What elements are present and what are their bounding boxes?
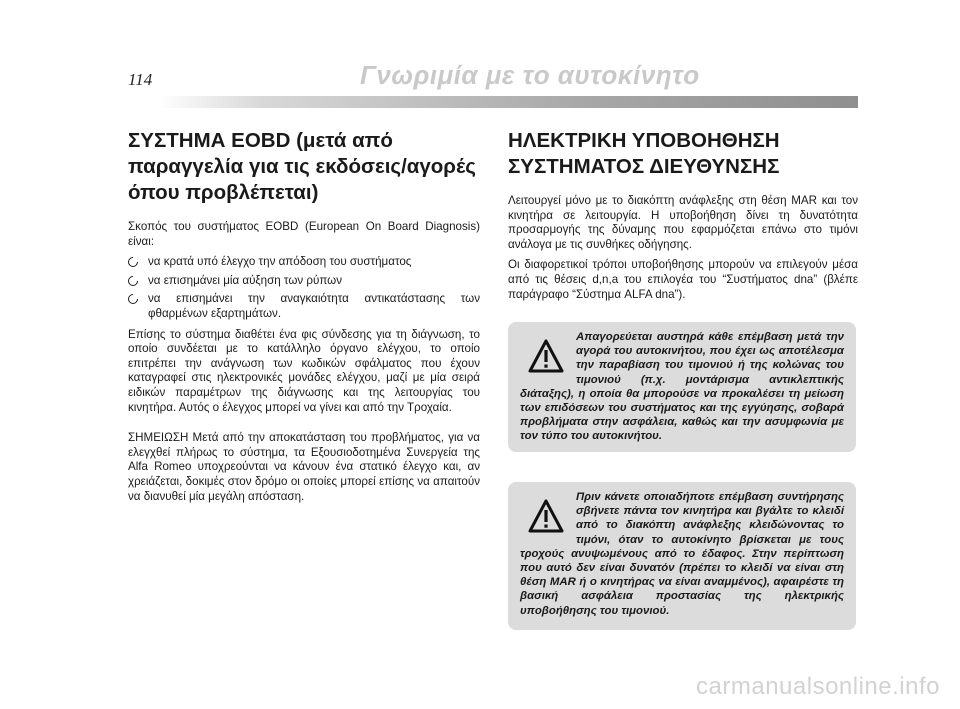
- list-item-text: να επισημάνει μία αύξηση των ρύπων: [148, 273, 343, 287]
- running-title: Γνωριμία με το αυτοκίνητο: [360, 60, 700, 90]
- list-item-text: να επισημάνει την αναγκαιότητα αντικατάστασης των φθαρμένων εξαρτημάτων.: [148, 292, 480, 320]
- warning-box-maintenance: [508, 482, 856, 630]
- steering-paragraph-2: Οι διαφορετικοί τρόποι υποβοήθησης μπορούν να επιλεγούν μέσα από τις θέσεις d,n,a του επιλογέα του “Συστήματος dna” (βλέπε παράγραφο “Σύστημα ALFA dna”).: [508, 258, 858, 301]
- list-item: [128, 255, 480, 270]
- watermark: carmanualsonline.info: [696, 673, 940, 700]
- open-circle-bullet-icon: [126, 255, 140, 269]
- warning-triangle-icon: [528, 338, 564, 374]
- open-circle-bullet-icon: [126, 292, 140, 306]
- list-item-text: να κρατά υπό έλεγχο την απόδοση του συστήματος: [148, 255, 412, 269]
- right-column: [508, 128, 858, 308]
- list-item: [128, 292, 480, 321]
- warning-text-tampering: Απαγορεύεται αυστηρά κάθε επέμβαση μετά την αγορά του αυτοκινήτου, που έχει ως αποτέλεσμα την παραβίαση του τιμονιού ή της κολώνας του τιμονιού (π.χ. μοντάρισμα αντικλεπτικής διάταξης), η οποία θα μπορούσε να προκαλέσει τη μείωση των επιδόσεων του συστήματος και της εγγύησης, σοβαρά προβλήματα στην ασφάλεια, καθώς και την ασυμφωνία με τον τύπο του αυτοκινήτου.: [520, 331, 844, 443]
- open-circle-bullet-icon: [126, 274, 140, 288]
- header-gradient-bar: [158, 96, 858, 108]
- page-number: 114: [128, 70, 153, 89]
- warning-text-maintenance: Πριν κάνετε οποιαδήποτε επέμβαση συντήρησης σβήνετε πάντα τον κινητήρα και βγάλτε το κλειδί από το διακόπτη ανάφλεξης κλειδώνοντας το τιμόνι, όταν το αυτοκίνητο βρίσκεται με τους τροχούς ανυψωμένους από το έδαφος. Στην περίπτωση που αυτό δεν είναι δυνατόν (πρέπει το κλειδί να είναι στη θέση MAR ή ο κινητήρας να είναι αναμμένος), αφαιρέστε τη βασική ασφάλεια προστασίας της ηλεκτρικής υποβοήθησης του τιμονιού.: [520, 491, 844, 617]
- eobd-heading: ΣΥΣΤΗΜΑ EOBD (μετά από παραγγελία για τις εκδόσεις/αγορές όπου προβλέπεται): [128, 129, 476, 204]
- eobd-note: ΣΗΜΕΙΩΣΗ Μετά από την αποκατάσταση του προβλήματος, για να ελεγχθεί πλήρως το σύστημα, τα Εξουσιοδοτημένα Συνεργεία της Alfa Romeo υποχρεούνται να κάνουν ένα στατικό έλεγχο και, αν χρειάζεται, δοκιμές στον δρόμο οι οποίες μπορεί επίσης να απαιτούν να διανυθεί μία μεγάλη απόσταση.: [128, 431, 480, 503]
- list-item: [128, 274, 480, 289]
- eobd-intro: Σκοπός του συστήματος EOBD (European On Board Diagnosis) είναι:: [128, 220, 480, 248]
- eobd-paragraph-diagnosis: Επίσης το σύστημα διαθέτει ένα φις σύνδεσης για τη διάγνωση, το οποίο συνδέεται με το κατάλληλο όργανο ελέγχου, το οποίο επιτρέπει την ανάγνωση των κωδικών σφάλματος που έχουν καταγραφεί στις ηλεκτρονικές μονάδες ελέγχου, μαζί με μία σειρά ειδικών παραμέτρων της διάγνωσης και της λειτουργίας του κινητήρα. Αυτός ο έλεγχος μπορεί να γίνει και από την Τροχαία.: [128, 327, 480, 414]
- steering-heading: ΗΛΕΚΤΡΙΚΗ ΥΠΟΒΟΗΘΗΣΗ ΣΥΣΤΗΜΑΤΟΣ ΔΙΕΥΘΥΝΣΗΣ: [508, 129, 780, 178]
- warning-triangle-icon: [528, 498, 564, 534]
- warning-box-tampering: [508, 322, 856, 452]
- left-column: [128, 128, 480, 510]
- steering-paragraph-1: Λειτουργεί μόνο με το διακόπτη ανάφλεξης στη θέση MAR και τον κινητήρα σε λειτουργία. Η υποβοήθηση δίνει τη δυνατότητα προσαρμογής της δύναμης που εφαρμόζεται επάνω στο τιμόνι ανάλογα με τις συνθήκες οδήγησης.: [508, 194, 858, 251]
- eobd-bullet-list: [128, 255, 480, 321]
